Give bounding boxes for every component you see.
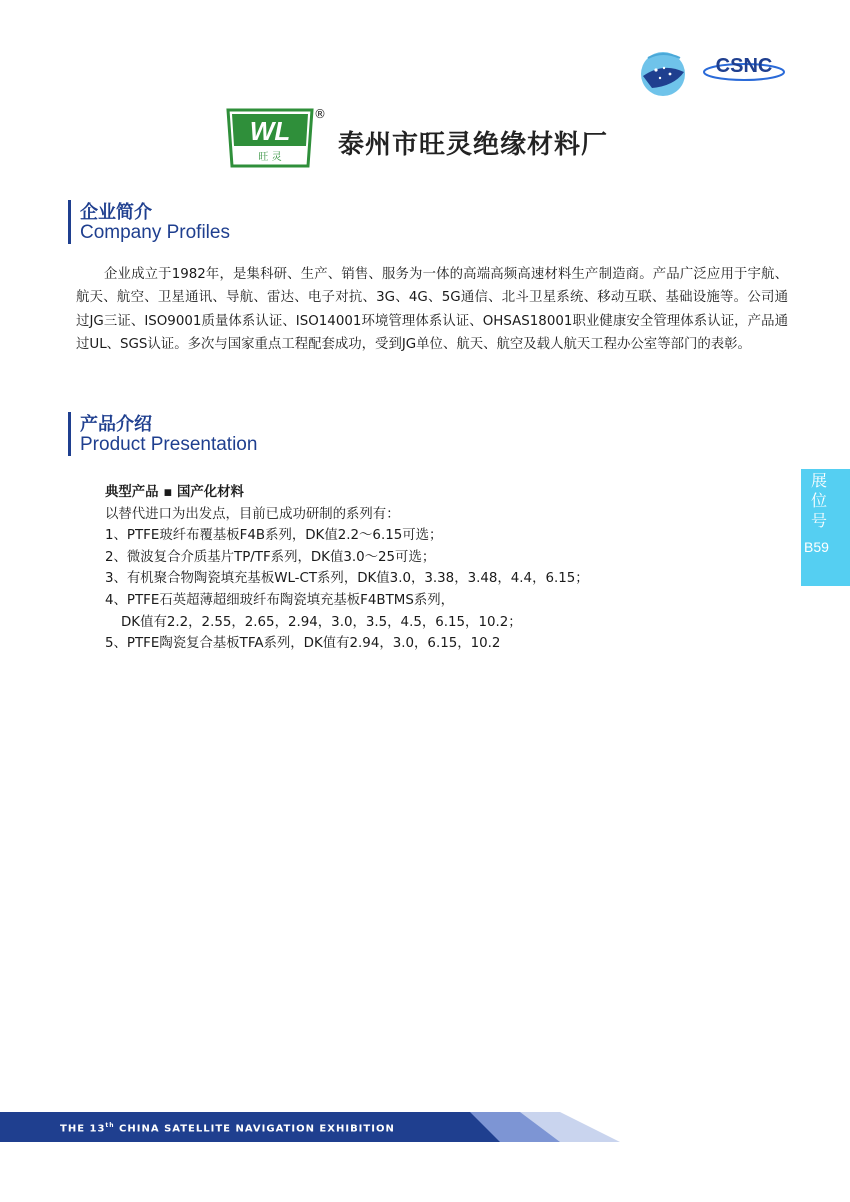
company-profile-body: 企业成立于1982年，是集科研、生产、销售、服务为一体的高端高频高速材料生产制造商。产品广泛应用于宇航、航天、航空、卫星通讯、导航、雷达、电子对抗、3G、4G、5G通信、北斗卫星系统、移动互联、基础设施等。公司通过JG三证、ISO9001质量体系认证、ISO14001环境管理体系认证、OHSAS18001职业健康安全管理体系认证，产品通过UL、SGS认证。多次与国家重点工程配套成功，受到JG单位、航天、航空及载人航天工程办公室等部门的表彰。 xyxy=(76,267,788,352)
wangling-logo-icon xyxy=(224,106,324,170)
footer-text xyxy=(60,1122,395,1134)
booth-label-char: 展 xyxy=(810,471,827,490)
company-profile-heading-cn: 企业简介 xyxy=(80,202,152,223)
csnc-logo-text: CSNC xyxy=(715,55,773,77)
product-presentation-heading-en: Product Presentation xyxy=(80,434,258,455)
company-name: 泰州市旺灵绝缘材料厂 xyxy=(338,130,609,160)
heading-bar xyxy=(68,200,71,244)
footer-text-end: CHINA SATELLITE NAVIGATION EXHIBITION xyxy=(114,1123,395,1135)
product-subtitle: 典型产品 ▪ 国产化材料 xyxy=(105,485,244,500)
logo-text: WL xyxy=(249,116,291,146)
booth-label xyxy=(801,471,837,531)
product-item: 5、PTFE陶瓷复合基板TFA系列，DK值有2.94，3.0，6.15，10.2 xyxy=(105,636,501,652)
registered-mark: ® xyxy=(314,107,326,121)
product-item: 1、PTFE玻纤布覆基板F4B系列，DK值2.2～6.15可选； xyxy=(105,528,443,544)
satellite-globe-logo-icon xyxy=(634,46,692,98)
heading-bar xyxy=(68,412,71,456)
booth-number: B59 xyxy=(804,539,829,555)
csnc-logo-icon xyxy=(702,50,786,96)
product-item: 2、微波复合介质基片TP/TF系列，DK值3.0～25可选； xyxy=(105,549,436,565)
product-item: 3、有机聚合物陶瓷填充基板WL-CT系列，DK值3.0，3.38，3.48，4.4，6.15； xyxy=(105,571,589,587)
booth-label-char: 号 xyxy=(810,511,827,530)
product-list xyxy=(105,482,745,655)
product-intro: 以替代进口为出发点，目前已成功研制的系列有： xyxy=(105,506,400,522)
booth-tab xyxy=(801,469,850,586)
footer-superscript: th xyxy=(105,1122,115,1129)
product-presentation-heading-cn: 产品介绍 xyxy=(80,414,152,435)
footer-text-start: THE 13 xyxy=(60,1123,106,1135)
company-profile-heading-en: Company Profiles xyxy=(80,222,230,243)
booth-label-char: 位 xyxy=(810,491,827,510)
product-item-continuation: DK值有2.2，2.55，2.65，2.94，3.0，3.5，4.5，6.15，10.2； xyxy=(121,614,522,630)
logo-subtext: 旺 灵 xyxy=(258,152,282,163)
product-item: 4、PTFE石英超薄超细玻纤布陶瓷填充基板F4BTMS系列， xyxy=(105,592,454,608)
